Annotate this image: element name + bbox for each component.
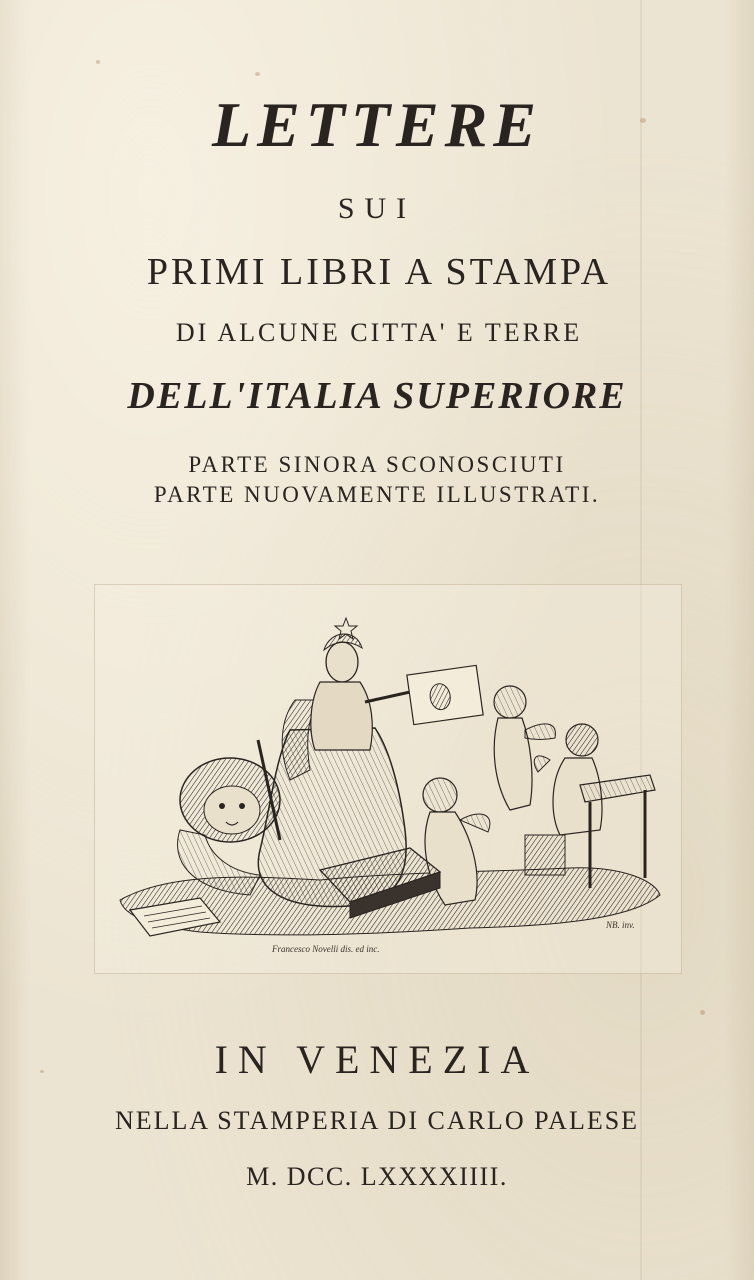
subtitle-parte-illustrati: PARTE NUOVAMENTE ILLUSTRATI. xyxy=(153,482,601,507)
engraver-signature: Francesco Novelli dis. ed inc. xyxy=(272,944,380,954)
foxing-spot xyxy=(700,1010,705,1015)
subtitle-sui: SUI xyxy=(337,192,417,225)
subtitle-parte-sconosciuti: PARTE SINORA SCONOSCIUTI xyxy=(188,452,566,477)
imprint-city: IN VENEZIA xyxy=(214,1037,540,1082)
foxing-spot xyxy=(96,60,100,64)
foxing-spot xyxy=(255,72,260,76)
subtitle-primi-libri: PRIMI LIBRI A STAMPA xyxy=(146,251,612,293)
page-title: LETTERE xyxy=(211,89,543,160)
held-portrait-print xyxy=(407,665,483,724)
cherub-standing xyxy=(494,686,555,810)
imprint-printer: NELLA STAMPERIA DI CARLO PALESE xyxy=(114,1106,640,1135)
imprint-date: M. DCC. LXXXXIIII. xyxy=(246,1162,508,1191)
subtitle-alcune-citta: DI ALCUNE CITTA' E TERRE xyxy=(175,318,583,347)
inventor-signature: NB. inv. xyxy=(606,920,635,930)
subtitle-italia-superiore: DELL'ITALIA SUPERIORE xyxy=(127,375,627,417)
engraving-vignette xyxy=(110,610,670,960)
